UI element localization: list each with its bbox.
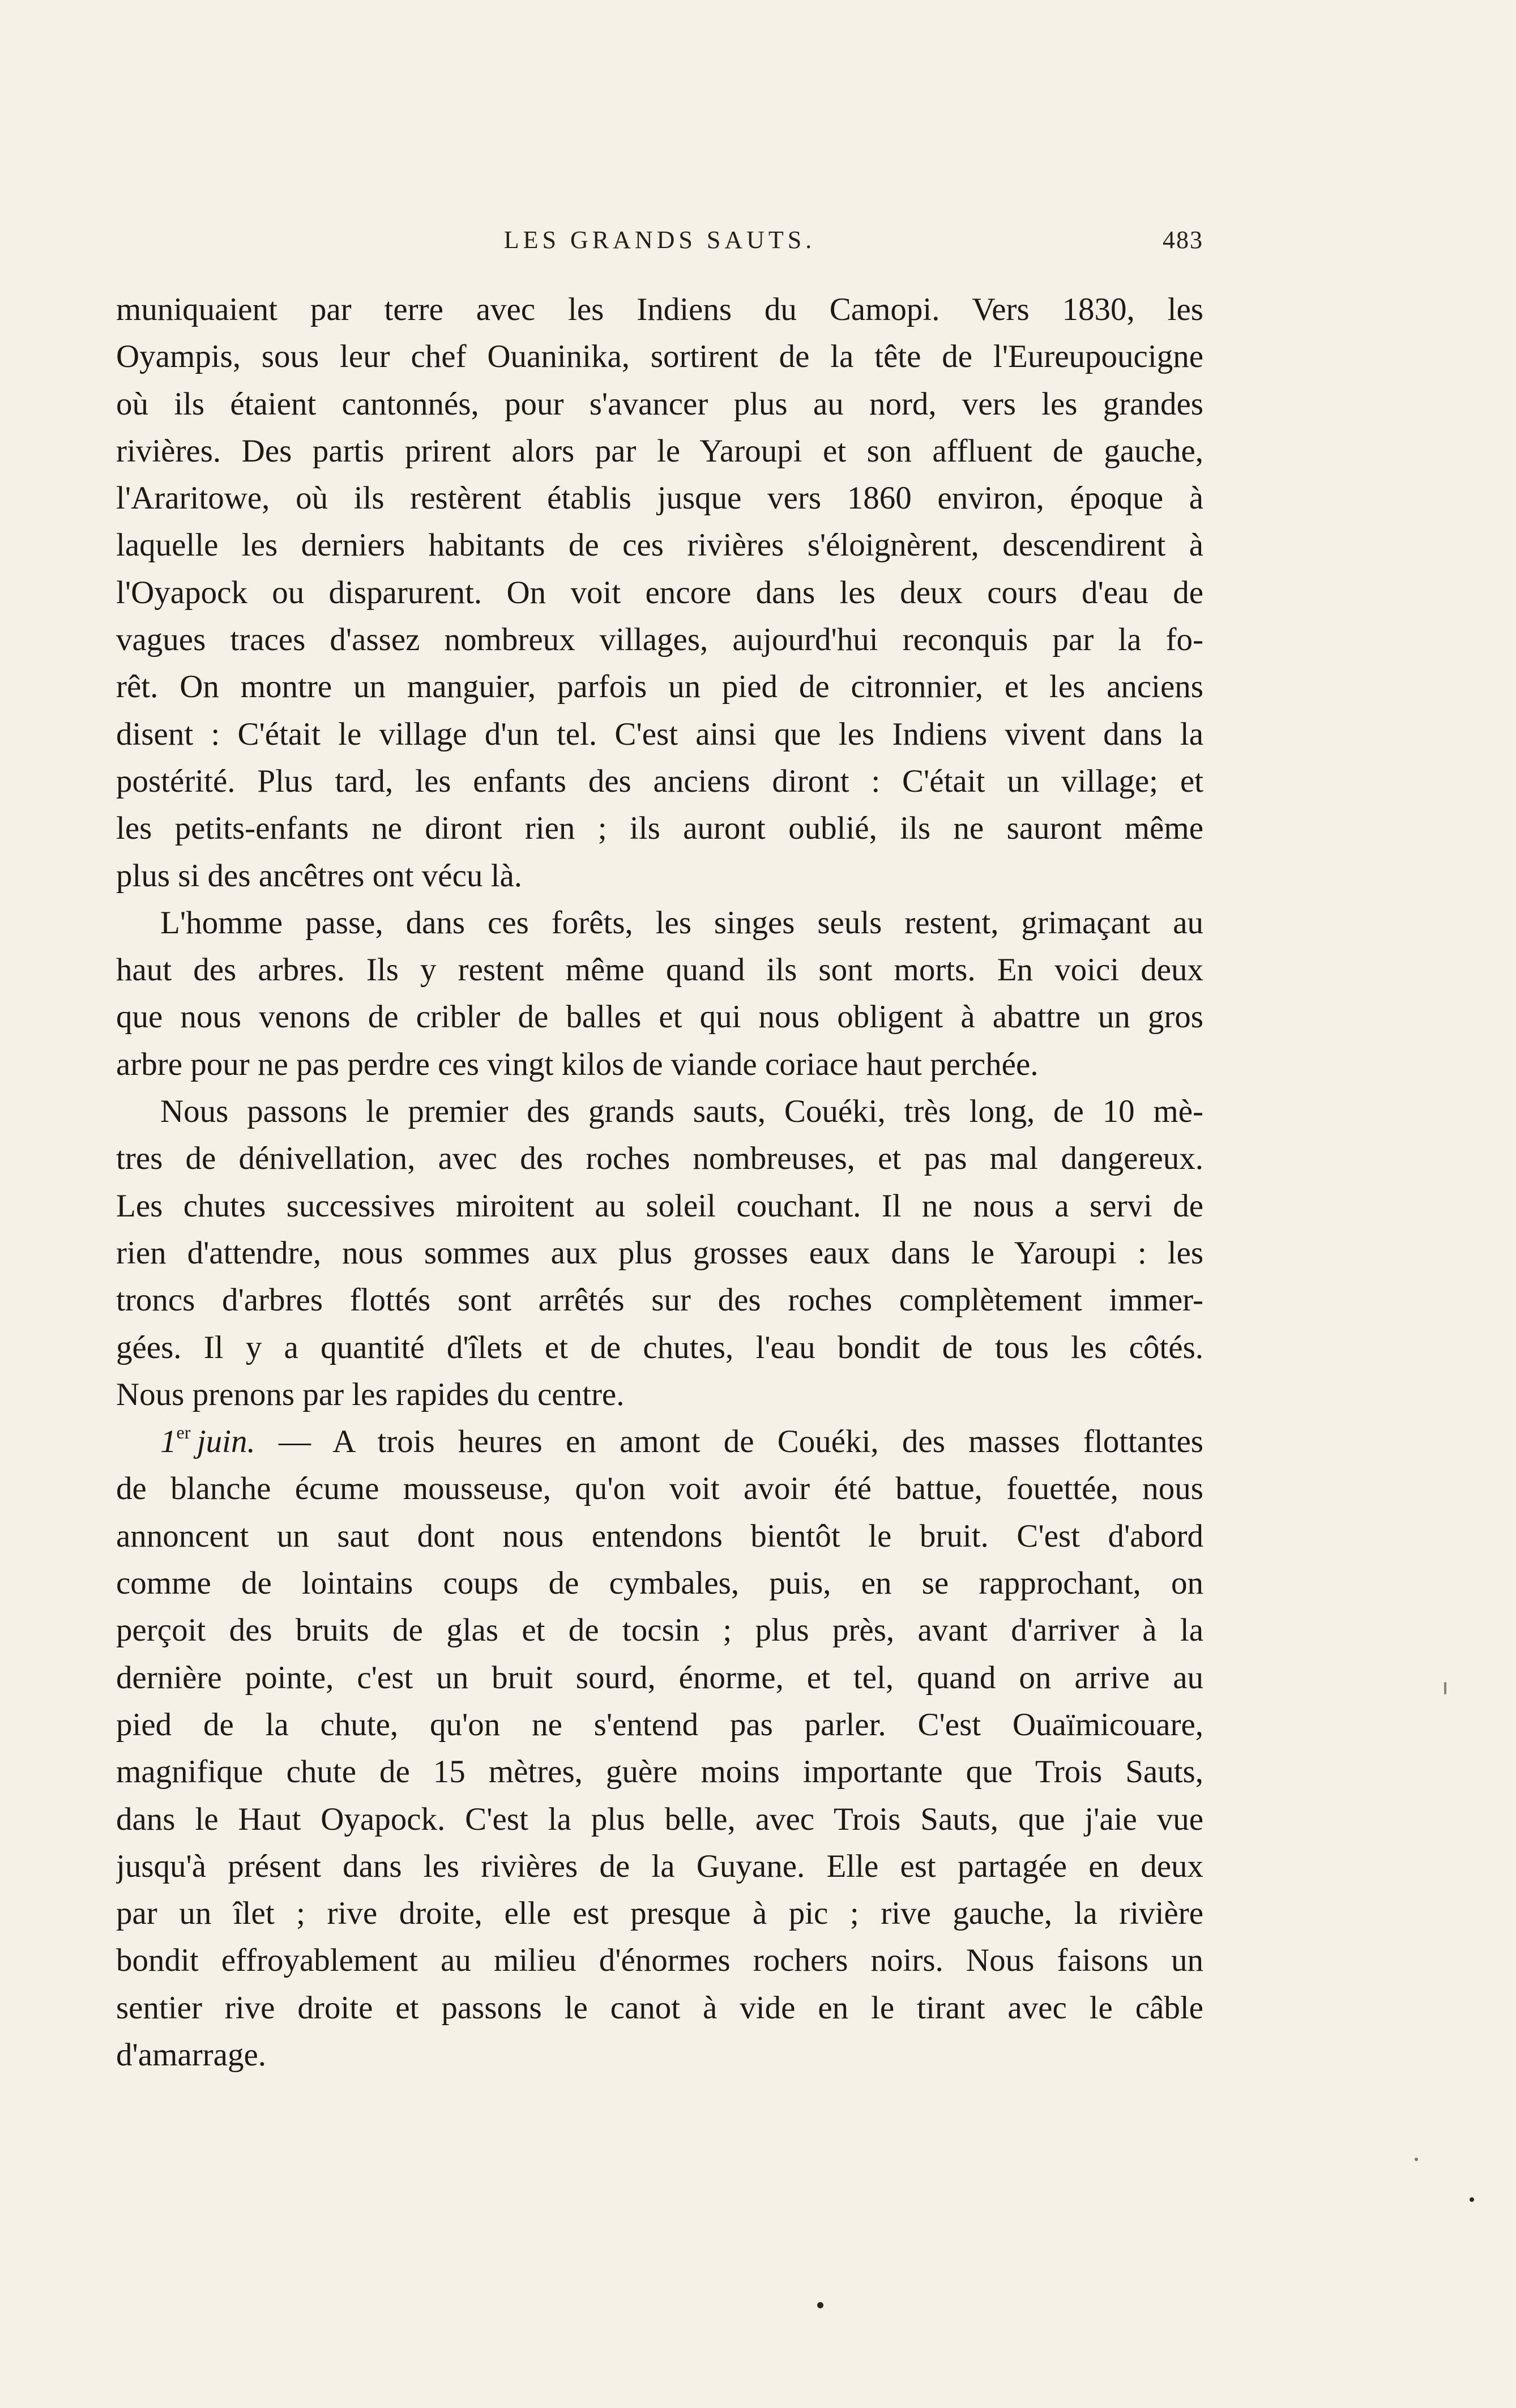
text-line [116, 1418, 1203, 1465]
text-line: muniquaient par terre avec les Indiens du Camopi. Vers 1830, les [116, 292, 1203, 327]
text-line: troncs d'arbres flottés sont arrêtés sur des roches complètement immer- [116, 1282, 1203, 1318]
ink-speck [817, 2302, 823, 2308]
text-line: disent : C'était le village d'un tel. C'est ainsi que les Indiens vivent dans la [116, 716, 1203, 752]
text-line: rêt. On montre un manguier, parfois un pied de citronnier, et les anciens [116, 669, 1203, 705]
text-line: tres de dénivellation, avec des roches nombreuses, et pas mal dangereux. [116, 1141, 1203, 1177]
page-number: 483 [1163, 226, 1203, 254]
date-day: 1 [160, 1424, 177, 1460]
date-month: juin. [197, 1424, 255, 1460]
text-line: bondit effroyablement au milieu d'énormes rochers noirs. Nous faisons un [116, 1942, 1203, 1979]
text-line: rivières. Des partis prirent alors par le Yaroupi et son affluent de gauche, [116, 433, 1203, 469]
text-line: l'Oyapock ou disparurent. On voit encore dans les deux cours d'eau de [116, 574, 1203, 610]
body-text [116, 286, 1203, 2078]
text-line: postérité. Plus tard, les enfants des anciens diront : C'était un village; et [116, 763, 1203, 799]
text-line: arbre pour ne pas perdre ces vingt kilos de viande coriace haut perchée. [116, 1046, 1039, 1082]
date-ordinal: er [176, 1422, 191, 1443]
text-line: comme de lointains coups de cymbales, puis, en se rapprochant, on [116, 1565, 1203, 1602]
text-line: laquelle les derniers habitants de ces rivières s'éloignèrent, descendirent à [116, 527, 1203, 563]
ink-speck [1470, 2197, 1474, 2202]
text-line: Nous passons le premier des grands sauts, Couéki, très long, de 10 mè- [160, 1094, 1203, 1130]
text-line: les petits-enfants ne diront rien ; ils auront oublié, ils ne sauront même [116, 810, 1203, 847]
ink-speck [1444, 1682, 1446, 1694]
text-line: haut des arbres. Ils y restent même quand ils sont morts. En voici deux [116, 952, 1203, 988]
text-line: où ils étaient cantonnés, pour s'avancer plus au nord, vers les grandes [116, 386, 1203, 422]
text-line-rest: — A trois heures en amont de Couéki, des masses flottantes [255, 1424, 1203, 1460]
text-line: rien d'attendre, nous sommes aux plus grosses eaux dans le Yaroupi : les [116, 1235, 1203, 1271]
text-line: pied de la chute, qu'on ne s'entend pas parler. C'est Ouaïmicouare, [116, 1706, 1203, 1743]
text-line: gées. Il y a quantité d'îlets et de chutes, l'eau bondit de tous les côtés. [116, 1329, 1203, 1365]
page-header [116, 225, 1203, 271]
text-line: dernière pointe, c'est un bruit sourd, énorme, et tel, quand on arrive au [116, 1659, 1203, 1696]
text-line: jusqu'à présent dans les rivières de la Guyane. Elle est partagée en deux [116, 1848, 1203, 1884]
text-line: l'Araritowe, où ils restèrent établis jusque vers 1860 environ, époque à [116, 480, 1203, 516]
text-line: vagues traces d'assez nombreux villages, aujourd'hui reconquis par la fo- [116, 622, 1203, 658]
text-line: sentier rive droite et passons le canot à vide en le tirant avec le câble [116, 1989, 1203, 2026]
text-line: plus si des ancêtres ont vécu là. [116, 857, 523, 894]
text-line: Les chutes successives miroitent au soleil couchant. Il ne nous a servi de [116, 1188, 1203, 1224]
text-line: par un îlet ; rive droite, elle est presque à pic ; rive gauche, la rivière [116, 1895, 1203, 1932]
text-line: dans le Haut Oyapock. C'est la plus belle, avec Trois Sauts, que j'aie vue [116, 1801, 1203, 1837]
ink-speck [1415, 2158, 1418, 2161]
running-head: LES GRANDS SAUTS. [503, 226, 816, 254]
text-line: que nous venons de cribler de balles et qui nous obligent à abattre un gros [116, 999, 1203, 1035]
date-label [160, 1424, 255, 1459]
text-line: annoncent un saut dont nous entendons bientôt le bruit. C'est d'abord [116, 1518, 1203, 1554]
text-line: Oyampis, sous leur chef Ouaninika, sortirent de la tête de l'Eureupoucigne [116, 339, 1203, 375]
text-line: Nous prenons par les rapides du centre. [116, 1376, 625, 1412]
text-line: d'amarrage. [116, 2036, 267, 2073]
text-line: de blanche écume mousseuse, qu'on voit avoir été battue, fouettée, nous [116, 1471, 1203, 1507]
text-line: perçoit des bruits de glas et de tocsin ; plus près, avant d'arriver à la [116, 1612, 1203, 1649]
text-line: L'homme passe, dans ces forêts, les singes seuls restent, grimaçant au [160, 904, 1203, 941]
text-line: magnifique chute de 15 mètres, guère moins importante que Trois Sauts, [116, 1754, 1203, 1790]
